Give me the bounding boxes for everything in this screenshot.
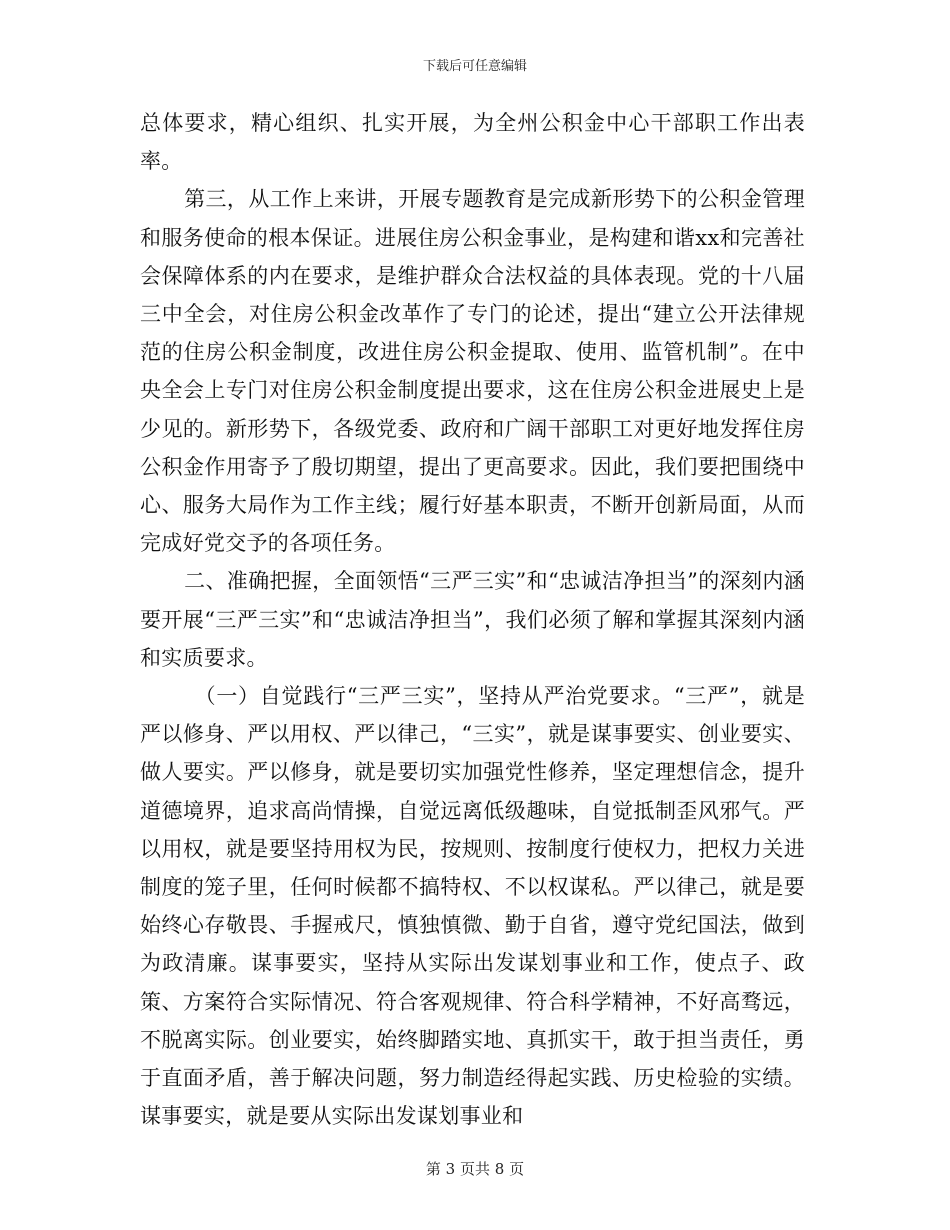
paragraph-section-two: 二、准确把握，全面领悟“三严三实”和“忠诚洁净担当”的深刻内涵要开展“三严三实”和“忠诚洁净担当”，我们必须了解和掌握其深刻内涵和实质要求。 [140,569,805,670]
paragraph-subsection-one: （一）自觉践行“三严三实”，坚持从严治党要求。“三严”，就是严以修身、严以用权、严以律己，“三实”，就是谋事要实、创业要实、做人要实。严以修身，就是要切实加强党性修养，坚定理想信念，提升道德境界，追求高尚情操，自觉远离低级趣味，自觉抵制歪风邪气。严以用权，就是要坚持用权为民，按规则、按制度行使权力，把权力关进制度的笼子里，任何时候都不搞特权、不以权谋私。严以律己，就是要始终心存敬畏、手握戒尺，慎独慎微、勤于自省，遵守党纪国法，做到为政清廉。谋事要实，坚持从实际出发谋划事业和工作，使点子、政策、方案符合实际情况、符合客观规律、符合科学精神，不好高骛远，不脱离实际。创业要实，始终脚踏实地、真抓实干，敢于担当责任，勇于直面矛盾，善于解决问题，努力制造经得起实践、历史检验的实绩。谋事要实，就是要从实际出发谋划事业和 [140,684,805,1129]
page-header: 下载后可任意编辑 [422,59,527,74]
paragraph-continuation: 总体要求，精心组织、扎实开展，为全州公积金中心干部职工作出表率。 [140,111,805,174]
paragraph-third-point: 第三，从工作上来讲，开展专题教育是完成新形势下的公积金管理和服务使命的根本保证。进展住房公积金事业，是构建和谐xx和完善社会保障体系的内在要求，是维护群众合法权益的具体表现。党的十八届三中全会，对住房公积金改革作了专门的论述，提出“建立公开法律规范的住房公积金制度，改进住房公积金提取、使用、监管机制”。在中央全会上专门对住房公积金制度提出要求，这在住房公积金进展史上是少见的。新形势下，各级党委、政府和广阔干部职工对更好地发挥住房公积金作用寄予了殷切期望，提出了更高要求。因此，我们要把围绕中心、服务大局作为工作主线；履行好基本职责，不断开创新局面，从而完成好党交予的各项任务。 [140,187,805,556]
page-footer: 第 3 页共 8 页 [425,1160,525,1178]
document-body [140,104,805,1135]
